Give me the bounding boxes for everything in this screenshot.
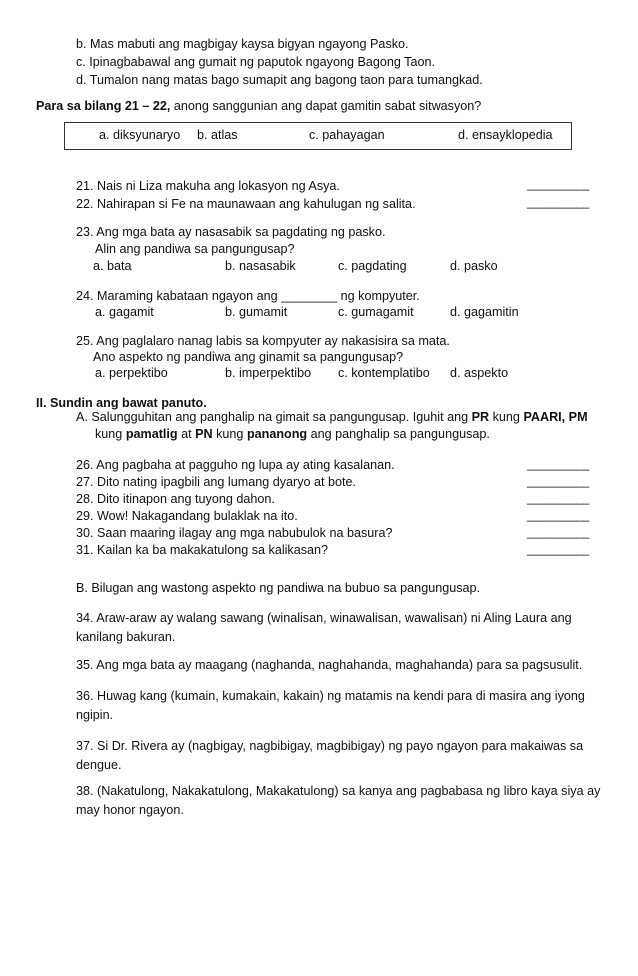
question-30: 30. Saan maaring ilagay ang mga nabubulok na basura?: [76, 526, 393, 540]
q24-option-a: a. gagamit: [95, 305, 154, 319]
answer-blank-26: __________: [527, 457, 589, 471]
q25-option-b: b. imperpektibo: [225, 366, 312, 380]
answer-blank-29: __________: [527, 508, 589, 522]
q25-option-d: d. aspekto: [450, 366, 509, 380]
question-35: 35. Ang mga bata ay maagang (naghanda, naghahanda, maghahanda) para sa pagsusulit.: [76, 658, 583, 672]
reference-options-box: [64, 122, 572, 150]
section-b-instruction: B. Bilugan ang wastong aspekto ng pandiwa na bubuo sa pangungusap.: [76, 581, 481, 595]
section-21-22-heading-bold: Para sa bilang 21 – 22,: [36, 99, 171, 113]
q23-option-b: b. nasasabik: [225, 259, 296, 273]
choice-b: b. Mas mabuti ang magbigay kaysa bigyan ngayong Pasko.: [76, 37, 409, 51]
instr-at: at: [177, 427, 196, 441]
instr-kung2: kung: [95, 427, 126, 441]
q24-option-d: d. gagamitin: [450, 305, 519, 319]
section-21-22-heading: [36, 99, 481, 113]
choice-c: c. Ipinagbabawal ang gumait ng paputok ngayong Bagong Taon.: [76, 55, 435, 69]
answer-blank-31: __________: [527, 542, 589, 556]
reference-option-c: c. pahayagan: [309, 128, 385, 142]
question-25-prompt: Ano aspekto ng pandiwa ang ginamit sa pangungusap?: [93, 350, 404, 364]
answer-blank-22: __________: [527, 195, 589, 209]
q25-option-c: c. kontemplatibo: [338, 366, 430, 380]
question-37: 37. Si Dr. Rivera ay (nagbigay, nagbibigay, magbibigay) ng payo ngayon para makaiwas sa dengue.: [76, 739, 584, 772]
question-27: 27. Dito nating ipagbili ang lumang dyaryo at bote.: [76, 475, 357, 489]
reference-option-a: a. diksyunaryo: [99, 128, 181, 142]
question-23: 23. Ang mga bata ay nasasabik sa pagdating ng pasko.: [76, 225, 386, 239]
instr-kung3: kung: [212, 427, 247, 441]
instr-kung1: kung: [489, 410, 524, 424]
instr-pr: PR: [471, 410, 490, 424]
instr-pn: PN: [195, 427, 213, 441]
question-24: 24. Maraming kabataan ngayon ang ________ ng kompyuter.: [76, 289, 420, 303]
reference-option-d: d. ensayklopedia: [458, 128, 553, 142]
q24-option-b: b. gumamit: [225, 305, 288, 319]
section-2a-instruction-line1: [76, 410, 588, 424]
q23-option-a: a. bata: [93, 259, 132, 273]
question-38: 38. (Nakatulong, Nakakatulong, Makakatulong) sa kanya ang pagbabasa ng libro kaya siya ay may honor ngayon.: [76, 784, 601, 817]
instr-pananong: pananong: [246, 427, 308, 441]
question-28: 28. Dito itinapon ang tuyong dahon.: [76, 492, 275, 506]
choice-d: d. Tumalon nang matas bago sumapit ang bagong taon para tumangkad.: [76, 73, 483, 87]
question-26: 26. Ang pagbaha at pagguho ng lupa ay ating kasalanan.: [76, 458, 395, 472]
question-25: 25. Ang paglalaro nanag labis sa kompyuter ay nakasisira sa mata.: [76, 334, 450, 348]
question-23-prompt: Alin ang pandiwa sa pangungusap?: [95, 242, 295, 256]
answer-blank-28: __________: [527, 491, 589, 505]
instr-prefix: A. Salungguhitan ang panghalip na gimait sa pangungusap. Iguhit ang: [76, 410, 472, 424]
answer-blank-27: __________: [527, 474, 589, 488]
q23-option-c: c. pagdating: [338, 259, 407, 273]
instr-paari-pm: PAARI, PM: [523, 410, 588, 424]
q24-option-c: c. gumagamit: [338, 305, 414, 319]
section-21-22-heading-rest: anong sanggunian ang dapat gamitin sabat sitwasyon?: [170, 99, 482, 113]
reference-option-b: b. atlas: [197, 128, 238, 142]
question-36: 36. Huwag kang (kumain, kumakain, kakain) ng matamis na kendi para di masira ang iyong ngipin.: [76, 689, 585, 722]
instr-suffix: ang panghalip sa pangungusap.: [307, 427, 490, 441]
question-29: 29. Wow! Nakagandang bulaklak na ito.: [76, 509, 298, 523]
question-21: 21. Nais ni Liza makuha ang lokasyon ng Asya.: [76, 179, 340, 193]
question-22: 22. Nahirapan si Fe na maunawaan ang kahulugan ng salita.: [76, 197, 416, 211]
q23-option-d: d. pasko: [450, 259, 498, 273]
instr-pamatlig: pamatlig: [125, 427, 178, 441]
question-31: 31. Kailan ka ba makakatulong sa kalikasan?: [76, 543, 329, 557]
q25-option-a: a. perpektibo: [95, 366, 168, 380]
question-34: 34. Araw-araw ay walang sawang (winalisan, winawalisan, wawalisan) ni Aling Laura ang kanilang bakuran.: [76, 611, 572, 644]
section-2-title: II. Sundin ang bawat panuto.: [36, 396, 207, 410]
section-2a-instruction-line2: [95, 427, 490, 441]
answer-blank-21: __________: [527, 177, 589, 191]
answer-blank-30: __________: [527, 525, 589, 539]
